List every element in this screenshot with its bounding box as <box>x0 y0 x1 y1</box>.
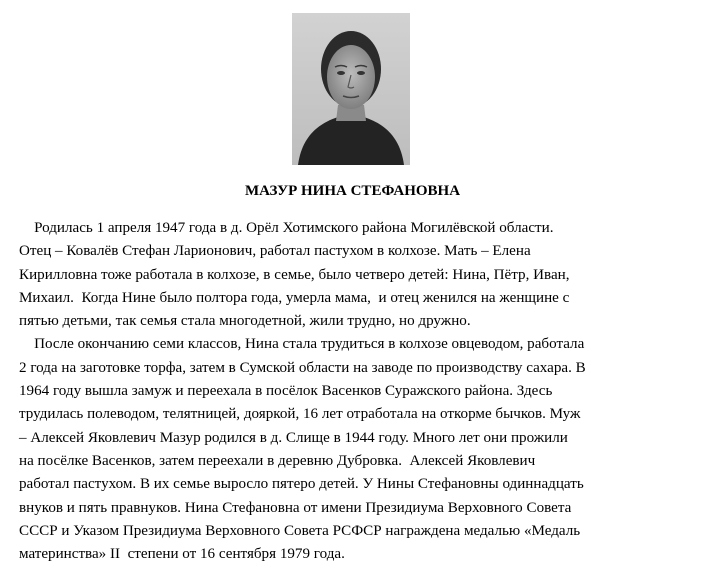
text-line: Михаил. Когда Нине было полтора года, умерла мама, и отец женился на женщине с <box>19 289 570 306</box>
text-line: трудилась полеводом, телятницей, дояркой, 16 лет отработала на откорме бычков. Муж <box>19 406 581 423</box>
text-line: 2 года на заготовке торфа, затем в Сумской области на заводе по производству сахара. В <box>19 359 586 376</box>
biography-text <box>19 217 669 566</box>
text-line: После окончанию семи классов, Нина стала трудиться в колхозе овцеводом, работала <box>19 336 585 353</box>
text-line: Кирилловна тоже работала в колхозе, в семье, было четверо детей: Нина, Пётр, Иван, <box>19 266 570 283</box>
text-line: 1964 году вышла замуж и переехала в посёлок Васенков Суражского района. Здесь <box>19 383 553 400</box>
text-line: работал пастухом. В их семье выросло пятеро детей. У Нины Стефановны одиннадцать <box>19 476 584 493</box>
text-line: Родилась 1 апреля 1947 года в д. Орёл Хотимского района Могилёвской области. <box>19 220 554 236</box>
text-line: СССР и Указом Президиума Верховного Совета РСФСР награждена медалью «Медаль <box>19 522 581 539</box>
text-line: внуков и пять правнуков. Нина Стефановна от имени Президиума Верховного Совета <box>19 499 572 516</box>
text-line: на посёлке Васенков, затем переехали в деревню Дубровка. Алексей Яковлевич <box>19 452 536 469</box>
document-title: МАЗУР НИНА СТЕФАНОВНА <box>244 183 461 199</box>
portrait-photo <box>292 13 410 165</box>
text-line: Отец – Ковалёв Стефан Ларионович, работал пастухом в колхозе. Мать – Елена <box>19 243 531 260</box>
text-line: пятью детьми, так семья стала многодетной, жили трудно, но дружно. <box>19 313 471 330</box>
text-line: – Алексей Яковлевич Мазур родился в д. Слище в 1944 году. Много лет они прожили <box>19 429 568 446</box>
text-line: материнства» II степени от 16 сентября 1979 года. <box>19 546 345 563</box>
